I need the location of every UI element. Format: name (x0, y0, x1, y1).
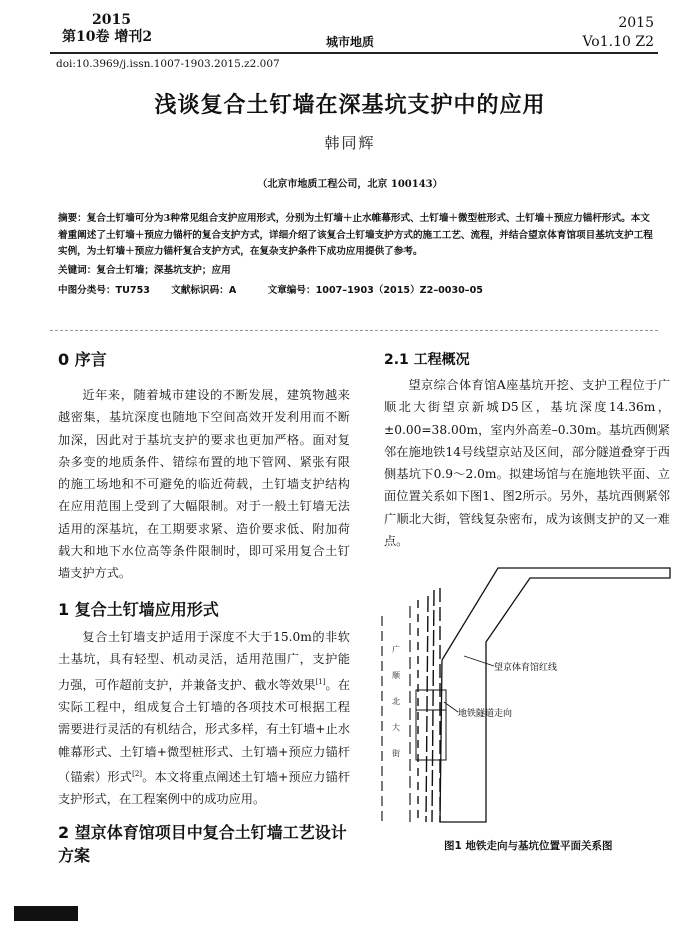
header-right (582, 14, 654, 52)
street-char-2: 顺 (392, 671, 400, 680)
street-char-4: 大 (392, 723, 400, 732)
abstract (58, 211, 654, 261)
author: 韩同辉 (324, 134, 376, 152)
abstract-separator (50, 330, 658, 331)
header-left-year: 2015 (92, 12, 131, 28)
affiliation: （北京市地质工程公司，北京 100143） (257, 179, 443, 190)
classification-line (58, 282, 501, 296)
section-0-heading: 0 序言 (58, 350, 107, 369)
keywords-text: 复合土钉墙；深基坑支护；应用 (96, 265, 231, 276)
redline-label: 望京体育馆红线 (494, 663, 558, 673)
subway-tunnel-lines (418, 588, 440, 822)
header-rule (50, 52, 658, 54)
street-char-3: 北 (392, 697, 400, 706)
section-1-text-b: 。在实际工程中，组成复合土钉墙的各项技术可根据工程需要进行灵活的有机结合，形式多样，有土钉墙+止水帷幕形式、土钉墙+微型桩形式、土钉墙+预应力锚杆（锚索）形式 (58, 677, 351, 784)
keywords (58, 262, 654, 276)
doi[interactable]: doi:10.3969/j.issn.1007-1903.2015.z2.007 (56, 58, 280, 70)
clc-number: 中图分类号：TU753 (58, 285, 150, 296)
abstract-text: 复合土钉墙可分为3种常见组合支护应用形式，分别为土钉墙＋止水帷幕形式、土钉墙＋微型桩形式、土钉墙＋预应力锚杆形式。本文着重阐述了土钉墙＋预应力锚杆的复合支护方式，详细介绍了该复合土钉墙支护方式的施工工艺、流程，并结合望京体育馆项目基坑支护工程实例，为土钉墙＋预应力锚杆复合支护方式，在复杂支护条件下成功应用提供了参考。 (58, 213, 653, 257)
figure-1-site-plan (370, 560, 680, 830)
header-right-issue: Vo1.10 Z2 (582, 34, 654, 50)
citation-1[interactable]: [1] (315, 677, 326, 686)
paper-title: 浅谈复合土钉墙在深基坑支护中的应用 (154, 93, 546, 118)
street-char-5: 街 (392, 749, 400, 758)
header-journal-name: 城市地质 (325, 35, 374, 49)
section-1-text-a: 复合土钉墙支护适用于深度不大于15.0m的非软土基坑，具有轻型、机动灵活，适用范围广，支护能力强，可作超前支护，并兼备支护、截水等效果 (58, 630, 350, 692)
section-1-paragraph (58, 626, 350, 811)
document-code: 文献标识码：A (171, 285, 237, 296)
header-right-year: 2015 (618, 15, 654, 31)
footer-bar (14, 906, 78, 921)
section-1-heading: 1 复合土钉墙应用形式 (58, 600, 219, 619)
section-2-heading: 2 望京体育馆项目中复合土钉墙工艺设计方案 (58, 823, 347, 865)
street-char-1: 广 (392, 645, 400, 654)
article-number: 文章编号：1007–1903（2015）Z2–0030–05 (267, 285, 483, 296)
figure-1-caption: 图1 地铁走向与基坑位置平面关系图 (444, 840, 613, 852)
section-2-1-heading: 2.1 工程概况 (384, 352, 470, 368)
tunnel-label: 地铁隧道走向 (458, 709, 513, 719)
header-left-issue: 第10卷 增刊2 (62, 29, 153, 45)
section-1-text-c: 。本文将重点阐述土钉墙+预应力锚杆支护形式，在工程案例中的成功应用。 (58, 769, 351, 807)
site-boundary (440, 568, 670, 822)
section-0-paragraph: 近年来，随着城市建设的不断发展，建筑物越来越密集，基坑深度也随地下空间高效开发利用而不断加深，因此对于基坑支护的要求也更加严格。面对复杂多变的地质条件、错综布置的地下管网、紧张有限的施工场地和不可避免的临近荷载，土钉墙支护结构在应用范围上受到了大幅限制。对于一般土钉墙无法适用的深基坑，在工期要求紧、造价要求低、附加荷载大和地下水位高等条件限制时，即可采用复合土钉墙支护方式。 (58, 388, 350, 581)
abstract-label: 摘要： (58, 213, 87, 224)
keywords-label: 关键词： (58, 265, 97, 276)
street-name (392, 644, 401, 758)
citation-2[interactable]: [2] (132, 769, 143, 778)
section-2-1-paragraph: 望京综合体育馆A座基坑开挖、支护工程位于广顺北大街望京新城D5区，基坑深度14.36m，±0.00=38.00m，室内外高差–0.30m。基坑西侧紧邻在施地铁14号线望京站及区间，部分隧道叠穿于西侧基坑下0.9～2.0m。拟建场馆与在施地铁平面、立面位置关系如下图1、图2所示。另外，基坑西侧紧邻广顺北大街，管线复杂密布，成为该侧支护的又一难点。 (384, 378, 670, 549)
